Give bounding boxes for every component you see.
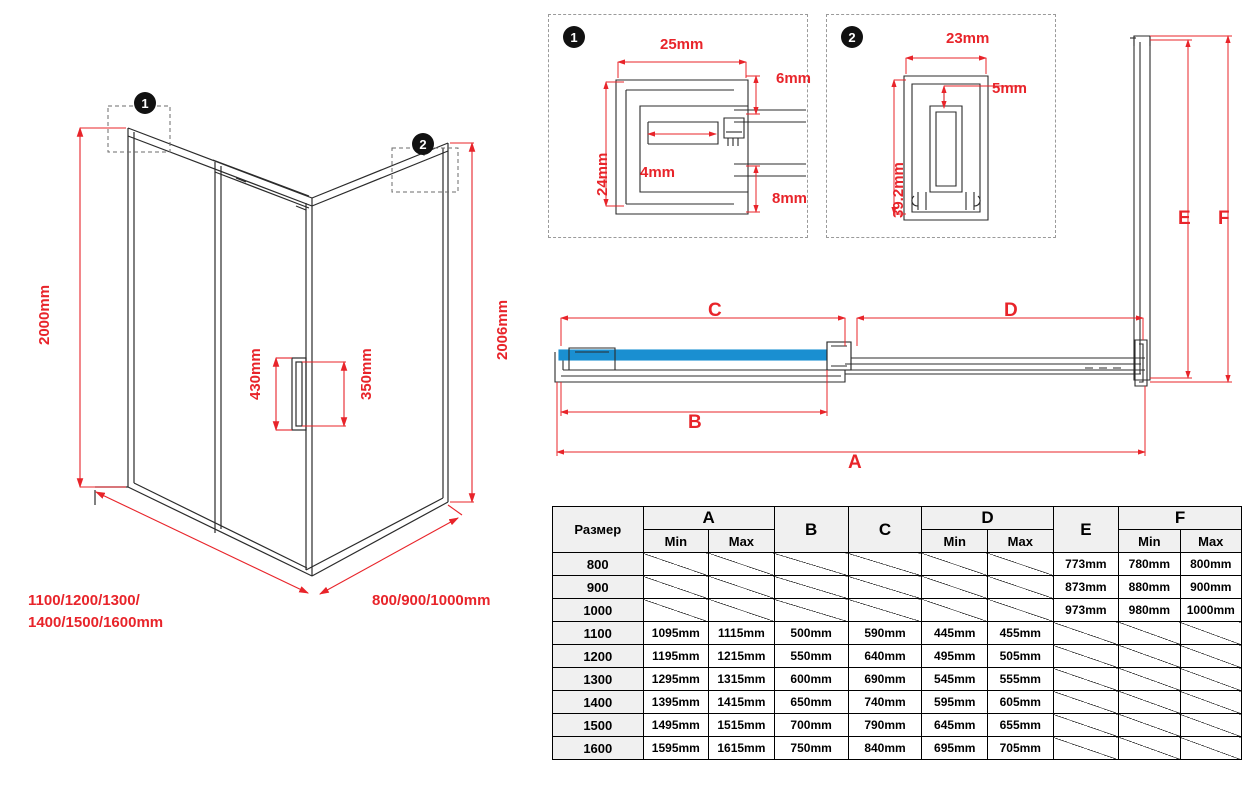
height-2000-label: 2000mm [36, 284, 53, 345]
table-row [553, 737, 1242, 760]
cell-f-max: 800mm [1180, 553, 1241, 576]
width-options-label-line2: 1400/1500/1600mm [28, 614, 164, 631]
cell-d-max [988, 599, 1054, 622]
cell-a-min [643, 576, 709, 599]
detail-2-drawing [826, 14, 1066, 244]
label-C: C [708, 300, 722, 321]
row-size: 800 [553, 553, 644, 576]
table-row [553, 576, 1242, 599]
cell-a-max: 1215mm [709, 645, 775, 668]
table-subheader-D-min: Min [922, 530, 988, 553]
cell-a-min: 1395mm [643, 691, 709, 714]
cell-a-min: 1095mm [643, 622, 709, 645]
detail2-dim-23mm: 23mm [946, 30, 990, 47]
cell-e: 973mm [1053, 599, 1119, 622]
cell-a-min [643, 553, 709, 576]
cell-e: 773mm [1053, 553, 1119, 576]
cell-e [1053, 645, 1119, 668]
cell-d-min [922, 576, 988, 599]
marker-1-left-view: 1 [134, 92, 156, 114]
detail1-dim-4mm: 4mm [640, 164, 676, 181]
depth-options-label: 800/900/1000mm [372, 592, 491, 609]
table-row [553, 622, 1242, 645]
cell-a-min: 1295mm [643, 668, 709, 691]
table-row [553, 714, 1242, 737]
row-size: 1500 [553, 714, 644, 737]
cell-c: 690mm [848, 668, 922, 691]
table-row [553, 645, 1242, 668]
cell-f-min: 880mm [1119, 576, 1180, 599]
table-group-C: C [848, 507, 922, 553]
cell-e [1053, 714, 1119, 737]
cell-a-max: 1415mm [709, 691, 775, 714]
cell-b [774, 576, 848, 599]
label-D: D [1004, 300, 1018, 321]
cell-b: 600mm [774, 668, 848, 691]
table-subheader-A-min: Min [643, 530, 709, 553]
detail2-dim-39-2mm: 39.2mm [890, 162, 907, 218]
cell-b [774, 553, 848, 576]
cell-f-max: 1000mm [1180, 599, 1241, 622]
cell-e [1053, 668, 1119, 691]
marker-2-detail: 2 [841, 26, 863, 48]
table-subheader-F-min: Min [1119, 530, 1180, 553]
detail1-dim-25mm: 25mm [660, 36, 704, 53]
table-group-E: E [1053, 507, 1119, 553]
table-corner-header: Размер [553, 507, 644, 553]
left-isometric-view [0, 0, 540, 640]
cell-f-min [1119, 668, 1180, 691]
table-group-A: A [643, 507, 774, 530]
marker-1-detail: 1 [563, 26, 585, 48]
cell-a-max [709, 553, 775, 576]
cell-b: 750mm [774, 737, 848, 760]
width-options-label-line1: 1100/1200/1300/ [28, 592, 140, 609]
table-subheader-F-max: Max [1180, 530, 1241, 553]
cell-a-max: 1515mm [709, 714, 775, 737]
cell-c [848, 576, 922, 599]
cell-f-max [1180, 645, 1241, 668]
handle-430-label: 430mm [247, 348, 264, 400]
row-size: 1400 [553, 691, 644, 714]
cell-a-max: 1315mm [709, 668, 775, 691]
cell-d-max: 505mm [988, 645, 1054, 668]
cell-e: 873mm [1053, 576, 1119, 599]
cell-b: 700mm [774, 714, 848, 737]
cell-d-max: 705mm [988, 737, 1054, 760]
cell-c: 640mm [848, 645, 922, 668]
cell-d-max [988, 576, 1054, 599]
cell-c [848, 553, 922, 576]
cell-b: 550mm [774, 645, 848, 668]
detail1-dim-8mm: 8mm [772, 190, 808, 207]
cell-f-min [1119, 737, 1180, 760]
table-row [553, 691, 1242, 714]
cell-d-min: 595mm [922, 691, 988, 714]
label-F: F [1218, 208, 1230, 229]
cell-d-min: 495mm [922, 645, 988, 668]
table-header-row-1 [553, 507, 1242, 530]
cell-c [848, 599, 922, 622]
cell-a-min: 1495mm [643, 714, 709, 737]
table-row [553, 599, 1242, 622]
table-row [553, 668, 1242, 691]
height-2006-label: 2006mm [494, 299, 511, 360]
cell-e [1053, 691, 1119, 714]
cell-d-min: 695mm [922, 737, 988, 760]
cell-c: 790mm [848, 714, 922, 737]
dimension-table [552, 506, 1242, 760]
cell-a-max: 1115mm [709, 622, 775, 645]
detail1-dim-6mm: 6mm [776, 70, 812, 87]
cell-f-min [1119, 691, 1180, 714]
row-size: 1600 [553, 737, 644, 760]
cell-d-min [922, 599, 988, 622]
cell-a-min: 1195mm [643, 645, 709, 668]
cell-a-min [643, 599, 709, 622]
cell-d-max: 655mm [988, 714, 1054, 737]
cell-f-max [1180, 668, 1241, 691]
cell-d-min: 645mm [922, 714, 988, 737]
cell-f-max [1180, 622, 1241, 645]
row-size: 1300 [553, 668, 644, 691]
row-size: 1000 [553, 599, 644, 622]
cell-d-max [988, 553, 1054, 576]
cell-f-min [1119, 622, 1180, 645]
cell-d-max: 555mm [988, 668, 1054, 691]
cell-d-max: 455mm [988, 622, 1054, 645]
cell-c: 740mm [848, 691, 922, 714]
cell-d-min: 445mm [922, 622, 988, 645]
row-size: 900 [553, 576, 644, 599]
handle-350-label: 350mm [358, 348, 375, 400]
marker-2-left-view: 2 [412, 133, 434, 155]
cell-b: 500mm [774, 622, 848, 645]
cell-a-max: 1615mm [709, 737, 775, 760]
cell-a-max [709, 599, 775, 622]
cell-e [1053, 737, 1119, 760]
cell-f-max [1180, 714, 1241, 737]
label-B: B [688, 412, 702, 433]
cell-b: 650mm [774, 691, 848, 714]
cell-c: 840mm [848, 737, 922, 760]
detail1-dim-24mm: 24mm [594, 152, 611, 196]
label-A: A [848, 452, 862, 473]
table-group-B: B [774, 507, 848, 553]
cell-f-max: 900mm [1180, 576, 1241, 599]
cell-a-max [709, 576, 775, 599]
cell-c: 590mm [848, 622, 922, 645]
cell-f-max [1180, 737, 1241, 760]
table-subheader-A-max: Max [709, 530, 775, 553]
cell-e [1053, 622, 1119, 645]
cell-f-min: 780mm [1119, 553, 1180, 576]
cell-b [774, 599, 848, 622]
table-group-D: D [922, 507, 1053, 530]
table-row [553, 553, 1242, 576]
cell-d-min [922, 553, 988, 576]
label-E: E [1178, 208, 1191, 229]
cell-f-min: 980mm [1119, 599, 1180, 622]
detail2-dim-5mm: 5mm [992, 80, 1028, 97]
table-subheader-D-max: Max [988, 530, 1054, 553]
row-size: 1100 [553, 622, 644, 645]
cell-d-min: 545mm [922, 668, 988, 691]
row-size: 1200 [553, 645, 644, 668]
cell-f-max [1180, 691, 1241, 714]
cell-f-min [1119, 645, 1180, 668]
cell-f-min [1119, 714, 1180, 737]
cell-a-min: 1595mm [643, 737, 709, 760]
table-group-F: F [1119, 507, 1242, 530]
cell-d-max: 605mm [988, 691, 1054, 714]
